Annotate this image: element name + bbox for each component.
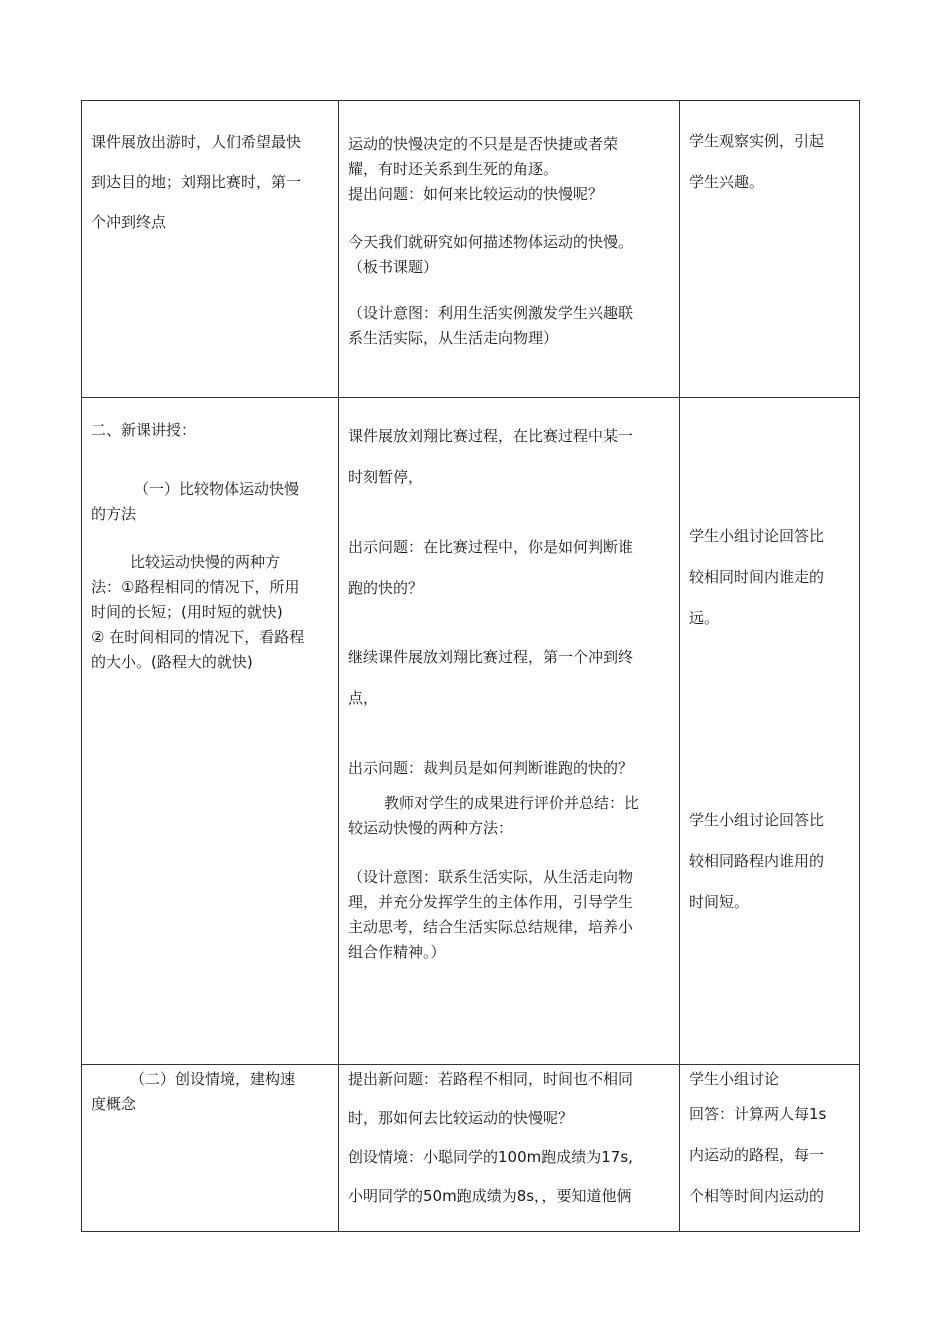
cell-text: 课件展放刘翔比赛过程，在比赛过程中某一 bbox=[348, 427, 634, 445]
cell-text: 组合作精神。） bbox=[348, 943, 446, 961]
cell-text: 课件展放出游时，人们希望最快 bbox=[91, 133, 302, 151]
cell-text: 跑的快的？ bbox=[348, 579, 424, 597]
cell-text: 主动思考，结合生活实际总结规律，培养小 bbox=[348, 918, 634, 936]
cell-text: 出示问题：裁判员是如何判断谁跑的快的？ bbox=[348, 759, 634, 777]
cell-text: 学生小组讨论回答比 bbox=[689, 811, 825, 829]
cell-text: 理，并充分发挥学生的主体作用，引导学生 bbox=[348, 893, 634, 911]
cell-text: 小明同学的50m跑成绩为8s，，要知道他俩 bbox=[348, 1187, 632, 1205]
cell-text: ② 在时间相同的情况下，看路程 bbox=[91, 628, 305, 646]
section-heading: 二、新课讲授： bbox=[91, 421, 197, 439]
cell-text: （设计意图：利用生活实例激发学生兴趣联 bbox=[348, 304, 634, 322]
cell-text: 法：①路程相同的情况下，所用 bbox=[91, 578, 300, 596]
subsection-heading: （一）比较物体运动快慢 bbox=[134, 480, 300, 498]
row-divider bbox=[82, 397, 859, 398]
column-divider bbox=[338, 101, 339, 1231]
cell-text: 回答：计算两人每1s bbox=[689, 1105, 827, 1123]
cell-text: 学生小组讨论 bbox=[689, 1070, 780, 1088]
cell-text: 到达目的地；刘翔比赛时，第一 bbox=[91, 173, 302, 191]
cell-text: 耀，有时还关系到生死的角逐。 bbox=[348, 160, 559, 178]
cell-text: 继续课件展放刘翔比赛过程，第一个冲到终 bbox=[348, 648, 634, 666]
cell-text: 创设情境：小聪同学的100m跑成绩为17s, bbox=[348, 1148, 633, 1166]
cell-text: 时，那如何去比较运动的快慢呢？ bbox=[348, 1109, 574, 1127]
cell-text: 远。 bbox=[689, 609, 720, 627]
cell-text: 今天我们就研究如何描述物体运动的快慢。 bbox=[348, 233, 634, 251]
cell-text: 出示问题：在比赛过程中，你是如何判断谁 bbox=[348, 538, 634, 556]
cell-text: 较相同路程内谁用的 bbox=[689, 852, 825, 870]
subsection-heading: 的方法 bbox=[91, 505, 137, 523]
cell-text: 比较运动快慢的两种方 bbox=[130, 553, 281, 571]
cell-text: 时间短。 bbox=[689, 893, 750, 911]
subsection-heading: （二）创设情境，建构速 bbox=[130, 1070, 296, 1088]
cell-text: 较运动快慢的两种方法： bbox=[348, 819, 514, 837]
cell-text: 系生活实际，从生活走向物理） bbox=[348, 329, 559, 347]
cell-text: 内运动的路程，每一 bbox=[689, 1146, 825, 1164]
cell-text: 提出新问题：若路程不相同，时间也不相同 bbox=[348, 1070, 634, 1088]
cell-text: 教师对学生的成果进行评价并总结：比 bbox=[384, 794, 640, 812]
cell-text: （板书课题） bbox=[348, 258, 439, 276]
cell-text: 时刻暂停， bbox=[348, 468, 424, 486]
cell-text: 运动的快慢决定的不只是是否快捷或者荣 bbox=[348, 135, 619, 153]
cell-text: （设计意图：联系生活实际，从生活走向物 bbox=[348, 868, 634, 886]
cell-text: 学生观察实例，引起 bbox=[689, 132, 825, 150]
cell-text: 的大小。(路程大的就快) bbox=[91, 653, 253, 671]
cell-text: 学生兴趣。 bbox=[689, 173, 765, 191]
column-divider bbox=[679, 101, 680, 1231]
cell-text: 时间的长短；(用时短的就快) bbox=[91, 603, 283, 621]
row-divider bbox=[82, 1064, 859, 1065]
cell-text: 较相同时间内谁走的 bbox=[689, 568, 825, 586]
cell-text: 学生小组讨论回答比 bbox=[689, 527, 825, 545]
cell-text: 提出问题：如何来比较运动的快慢呢？ bbox=[348, 185, 604, 203]
subsection-heading: 度概念 bbox=[91, 1095, 137, 1113]
cell-text: 个相等时间内运动的 bbox=[689, 1187, 825, 1205]
cell-text: 点， bbox=[348, 689, 379, 707]
cell-text: 个冲到终点 bbox=[91, 213, 167, 231]
